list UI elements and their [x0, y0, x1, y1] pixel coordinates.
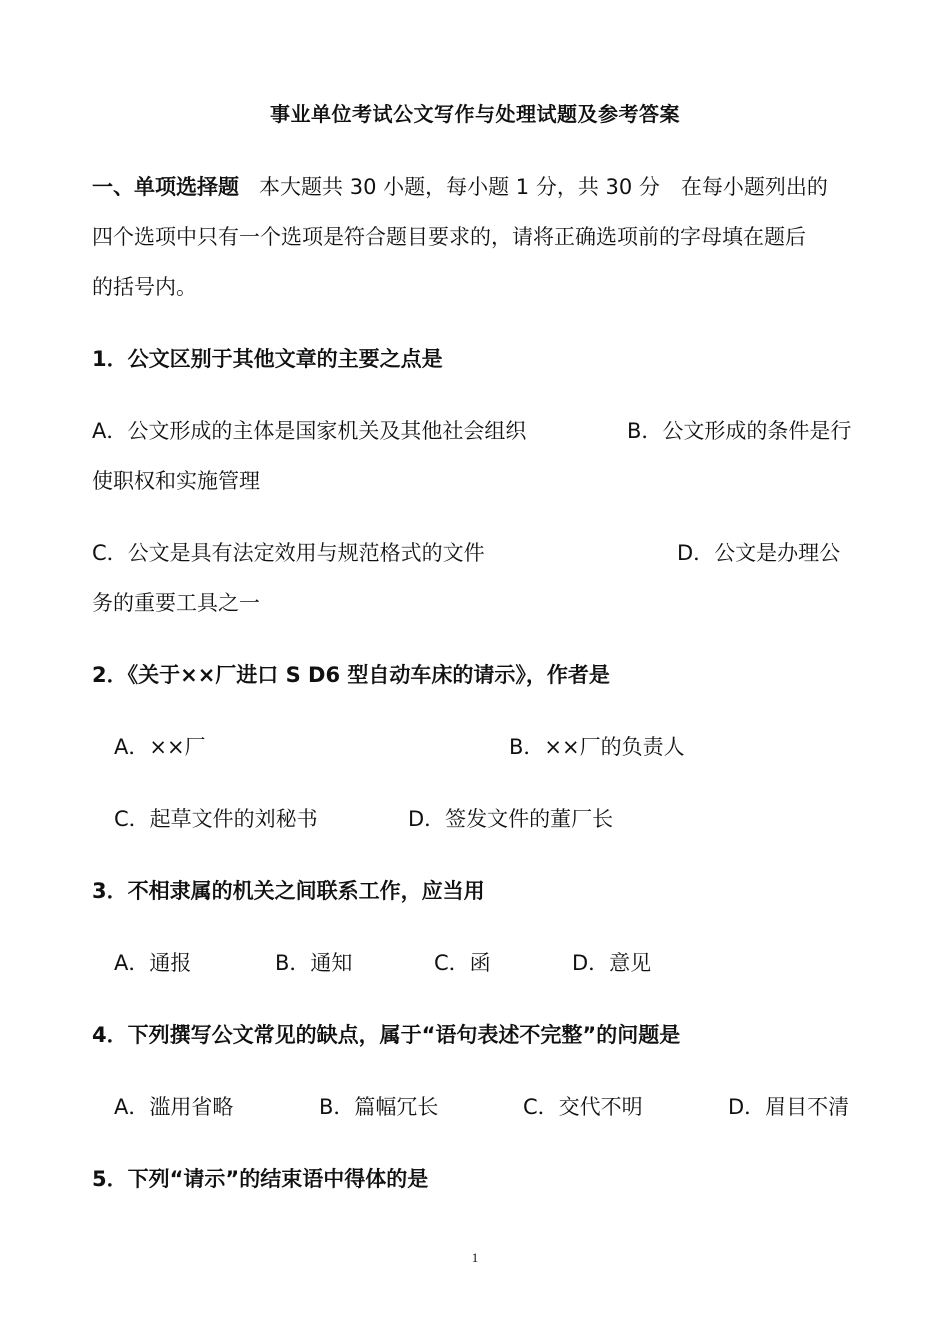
section-intro-line-3: 的括号内。 [92, 275, 197, 299]
question-2-option-d: D．签发文件的董厂长 [408, 807, 614, 831]
section-intro-line-2: 四个选项中只有一个选项是符合题目要求的，请将正确选项前的字母填在题后 [92, 225, 806, 249]
question-4-option-b: B．篇幅冗长 [319, 1095, 439, 1119]
question-2-option-a: A．××厂 [114, 735, 206, 759]
question-5-stem: 5．下列“请示”的结束语中得体的是 [92, 1167, 429, 1191]
question-1-option-d-continued: 务的重要工具之一 [92, 591, 260, 615]
question-3-option-a: A．通报 [114, 951, 192, 975]
question-1-option-d: D．公文是办理公 [677, 541, 841, 565]
question-3-option-d: D．意见 [572, 951, 652, 975]
question-2-stem: 2．《关于××厂进口 S D6 型自动车床的请示》，作者是 [92, 663, 610, 687]
question-4-option-d: D．眉目不清 [728, 1095, 850, 1119]
question-4-stem: 4．下列撰写公文常见的缺点，属于“语句表述不完整”的问题是 [92, 1023, 681, 1047]
page-number: 1 [471, 1250, 479, 1265]
question-1-option-c: C．公文是具有法定效用与规范格式的文件 [92, 541, 485, 565]
question-2-option-b: B．××厂的负责人 [509, 735, 685, 759]
question-3-stem: 3．不相隶属的机关之间联系工作，应当用 [92, 879, 485, 903]
question-2-option-c: C．起草文件的刘秘书 [114, 807, 318, 831]
section-intro-line-1 [92, 172, 828, 202]
question-3-option-b: B．通知 [275, 951, 353, 975]
question-4-option-a: A．滥用省略 [114, 1095, 234, 1119]
question-1-stem: 1．公文区别于其他文章的主要之点是 [92, 347, 443, 371]
question-4-option-c: C．交代不明 [523, 1095, 643, 1119]
section-intro-text-1: 本大题共 30 小题，每小题 1 分，共 30 分 在每小题列出的 [259, 175, 828, 199]
question-1-option-b-continued: 使职权和实施管理 [92, 469, 260, 493]
question-1-option-b: B．公文形成的条件是行 [627, 419, 852, 443]
question-3-option-c: C．函 [434, 951, 491, 975]
question-1-option-a: A．公文形成的主体是国家机关及其他社会组织 [92, 419, 527, 443]
section-heading: 一、单项选择题 [92, 175, 239, 199]
document-title: 事业单位考试公文写作与处理试题及参考答案 [270, 102, 680, 126]
